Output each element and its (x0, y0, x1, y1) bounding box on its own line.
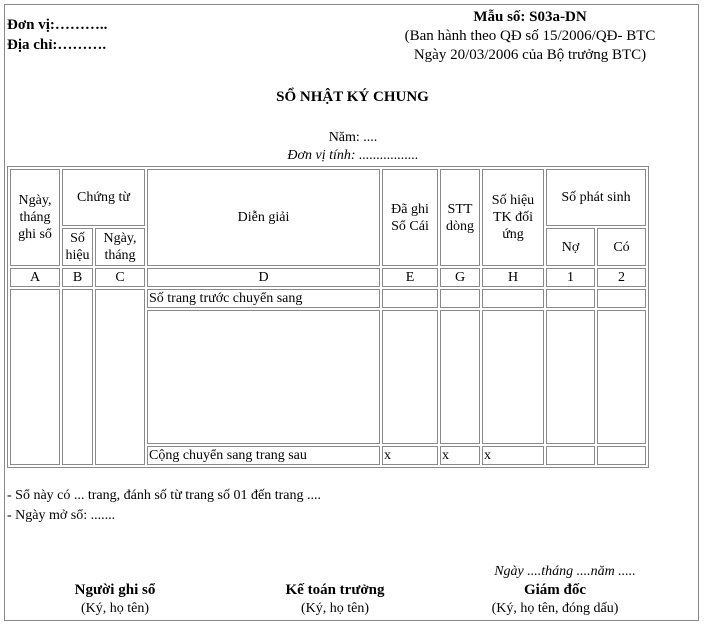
blank-cell (382, 289, 438, 308)
x-mark: x (440, 446, 480, 465)
header-ngay-thang: Ngày, tháng (95, 228, 145, 266)
blank-cell (95, 289, 145, 465)
header-so-hieu: Số hiệu (62, 228, 93, 266)
header-chung-tu: Chứng từ (62, 169, 145, 226)
carry-over-label: Cộng chuyển sang trang sau (147, 446, 380, 465)
dia-chi-label: Địa chỉ:………. (7, 37, 107, 53)
code-cell: E (382, 268, 438, 287)
blank-cell (10, 289, 60, 465)
header-dien-giai: Diễn giải (147, 169, 380, 266)
x-mark: x (482, 446, 544, 465)
signer-director: Giám đốc (523, 582, 587, 598)
header-ngay-ghi-so: Ngày, tháng ghi sổ (10, 169, 60, 266)
code-cell: D (147, 268, 380, 287)
blank-cell (482, 310, 544, 444)
journal-table (7, 166, 649, 468)
signer-chief-accountant-note: (Ký, họ tên) (300, 601, 370, 616)
blank-cell (546, 446, 595, 465)
header-da-ghi-so-cai: Đã ghi Sổ Cái (382, 169, 438, 266)
blank-cell (546, 310, 595, 444)
header-so-hieu-tk: Số hiệu TK đối ứng (482, 169, 544, 266)
year-line: Năm: .... (328, 130, 378, 145)
blank-cell (546, 289, 595, 308)
note-open-date: - Ngày mở sổ: ....... (7, 508, 116, 523)
code-row (10, 268, 646, 287)
blank-cell (482, 289, 544, 308)
table-row (10, 289, 646, 308)
code-cell: C (95, 268, 145, 287)
blank-cell (147, 310, 380, 444)
issued-date-line: Ngày 20/03/2006 của Bộ trưởng BTC) (413, 47, 647, 63)
page-title: SỔ NHẬT KÝ CHUNG (276, 89, 429, 105)
unit-line: Đơn vị tính: ................. (287, 148, 419, 163)
header-no: Nợ (546, 228, 595, 266)
carried-forward-label: Số trang trước chuyển sang (147, 289, 380, 308)
code-cell: 2 (597, 268, 646, 287)
signer-recorder-note: (Ký, họ tên) (80, 601, 150, 616)
signer-chief-accountant: Kế toán trưởng (285, 582, 385, 598)
code-cell: A (10, 268, 60, 287)
code-cell: B (62, 268, 93, 287)
form-code: Mẫu số: S03a-DN (473, 9, 587, 25)
x-mark: x (382, 446, 438, 465)
signer-director-note: (Ký, họ tên, đóng dấu) (491, 601, 619, 616)
header-co: Có (597, 228, 646, 266)
issued-by-line: (Ban hành theo QĐ số 15/2006/QĐ- BTC (404, 28, 656, 44)
code-cell: 1 (546, 268, 595, 287)
code-cell: H (482, 268, 544, 287)
blank-cell (597, 446, 646, 465)
don-vi-label: Đơn vị:……….. (7, 17, 108, 33)
blank-cell (597, 289, 646, 308)
signature-date: Ngày ....tháng ....năm ..... (494, 564, 636, 579)
blank-cell (440, 310, 480, 444)
blank-cell (597, 310, 646, 444)
blank-cell (440, 289, 480, 308)
note-pages: - Sổ này có ... trang, đánh số từ trang số 01 đến trang .... (7, 488, 321, 503)
code-cell: G (440, 268, 480, 287)
signer-recorder: Người ghi sổ (74, 582, 156, 598)
header-so-phat-sinh: Số phát sinh (546, 169, 646, 226)
blank-cell (62, 289, 93, 465)
header-stt-dong: STT dòng (440, 169, 480, 266)
blank-cell (382, 310, 438, 444)
